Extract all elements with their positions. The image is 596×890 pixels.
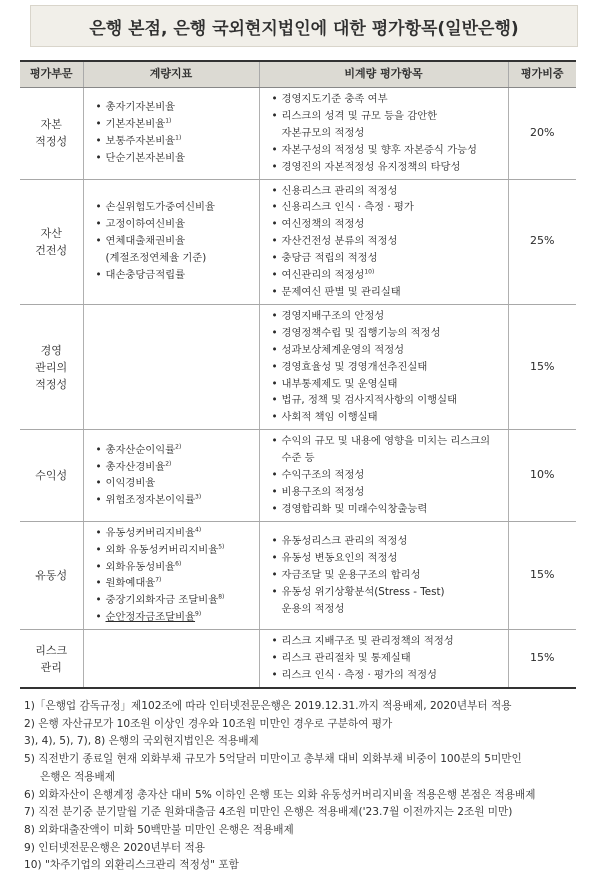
quantitative-item-text: 중장기외화자금 조달비율 <box>105 594 219 607</box>
nonquantitative-item-text: 경영지도기준 충족 여부 <box>281 93 388 105</box>
nonquantitative-item-text: 여신정책의 적정성 <box>281 218 365 231</box>
footnote-ref: 6) <box>175 560 182 568</box>
quantitative-item-text: 외화유동성비율 <box>105 560 176 573</box>
quantitative-item-text: 총자기자본비율 <box>105 101 176 114</box>
category-cell <box>20 304 83 429</box>
quantitative-cell <box>83 179 259 304</box>
nonquantitative-item <box>272 601 504 618</box>
quantitative-item-text: 위험조정자본이익률 <box>105 494 196 507</box>
footnote-ref: 8) <box>218 593 225 601</box>
nonquantitative-item-text: 신용리스크 인식 · 측정 · 평가 <box>281 201 414 214</box>
quantitative-item <box>96 492 255 509</box>
nonquantitative-item <box>272 216 504 233</box>
footnote: 8) 외화대출잔액이 미화 50백만불 미만인 은행은 적용배제 <box>24 823 294 836</box>
category-label: 수익성 <box>35 468 68 482</box>
footnote: 2) 은행 자산규모가 10조원 이상인 경우와 10조원 미만인 경우로 구분하여 평가 <box>24 717 393 730</box>
footnote: 10) "차주기업의 외환리스크관리 적정성" 포함 <box>24 859 239 872</box>
category-label: 적정성 <box>35 135 68 149</box>
footnote-ref: 10) <box>364 268 375 276</box>
quantitative-item-text: 이익경비율 <box>105 477 156 490</box>
quantitative-item-text: 유동성커버리지비율 <box>105 526 196 539</box>
nonquantitative-item <box>272 250 504 267</box>
header-weight: 평가비중 <box>508 61 576 88</box>
nonquantitative-item <box>272 199 504 216</box>
category-cell <box>20 179 83 304</box>
nonquantitative-item-text: 자산건전성 분류의 적정성 <box>281 235 398 248</box>
quantitative-cell <box>83 88 259 180</box>
category-label: 적정성 <box>35 377 68 391</box>
quantitative-item <box>96 592 255 609</box>
table-header-row <box>20 61 576 88</box>
table-row <box>20 630 576 688</box>
footnote-ref: 4) <box>195 526 202 534</box>
nonquantitative-list <box>260 308 508 426</box>
quantitative-item-text: 연체대출채권비율 <box>105 235 186 248</box>
nonquantitative-item <box>272 284 504 301</box>
footnote: 6) 외화자산이 은행계정 총자산 대비 5% 이하인 은행 또는 외화 유동성커버리지비율 적용은행 본점은 적용배제 <box>24 788 536 801</box>
header-category: 평가부문 <box>20 61 83 88</box>
nonquantitative-item <box>272 233 504 250</box>
quantitative-item <box>96 150 255 167</box>
quantitative-item <box>96 199 255 216</box>
table-row <box>20 430 576 522</box>
category-label: 리스크 <box>35 643 68 657</box>
nonquantitative-item-text: 자본구성의 적정성 및 향후 자본증식 가능성 <box>281 143 477 156</box>
nonquantitative-cell <box>259 521 508 629</box>
quantitative-item-text: 고정이하여신비율 <box>105 218 186 231</box>
quantitative-list <box>84 99 259 167</box>
quantitative-item <box>96 250 255 267</box>
nonquantitative-item-text: 신용리스크 관리의 적정성 <box>281 184 398 197</box>
quantitative-cell <box>83 304 259 429</box>
nonquantitative-list <box>260 433 508 518</box>
nonquantitative-item <box>272 484 504 501</box>
nonquantitative-item <box>272 125 504 142</box>
nonquantitative-cell <box>259 88 508 180</box>
weight-cell: 15% <box>508 521 576 629</box>
nonquantitative-item <box>272 108 504 125</box>
footnote-ref: 5) <box>218 543 225 551</box>
footnote: 1)「은행업 감독규정」제102조에 따라 인터넷전문은행은 2019.12.31.까지 적용배제, 2020년부터 적용 <box>24 700 512 712</box>
evaluation-table <box>20 60 576 689</box>
quantitative-item <box>96 459 255 476</box>
table-row <box>20 88 576 180</box>
nonquantitative-item-text: 성과보상체계운영의 적정성 <box>281 343 405 356</box>
nonquantitative-item <box>272 392 504 409</box>
table-row <box>20 179 576 304</box>
weight-cell: 10% <box>508 430 576 522</box>
nonquantitative-item-text: 경영정책수립 및 집행기능의 적정성 <box>281 326 441 339</box>
quantitative-item-text: 기본자본비율 <box>105 118 166 131</box>
nonquantitative-item-text: 사회적 책임 이행실태 <box>281 411 378 424</box>
table-row <box>20 521 576 629</box>
nonquantitative-cell <box>259 179 508 304</box>
quantitative-item <box>96 475 255 492</box>
footnote: 은행은 적용배제 <box>40 770 116 783</box>
footnote-ref: 9) <box>195 610 202 618</box>
page-title-text: 은행 본점, 은행 국외현지법인에 대한 평가항목(일반은행) <box>89 18 519 39</box>
nonquantitative-item-text: 경영진의 자본적정성 유지정책의 타당성 <box>281 160 461 173</box>
category-cell <box>20 630 83 688</box>
nonquantitative-item <box>272 450 504 467</box>
weight-cell: 15% <box>508 630 576 688</box>
quantitative-item-text: 원화예대율 <box>105 577 156 590</box>
footnote-ref: 1) <box>165 117 172 125</box>
table-body <box>20 88 576 688</box>
footnote: 5) 직전반기 종료일 현재 외화부채 규모가 5억달러 미만이고 총부채 대비 외화부채 비중이 100분의 5미만인 <box>24 753 522 766</box>
nonquantitative-item-text: 리스크 인식 · 측정 · 평가의 적정성 <box>281 669 437 681</box>
nonquantitative-item <box>272 567 504 584</box>
quantitative-list <box>84 442 259 510</box>
nonquantitative-item-text: 유동성리스크 관리의 적정성 <box>281 535 408 548</box>
header-quantitative: 계량지표 <box>83 61 259 88</box>
quantitative-item <box>96 542 255 559</box>
quantitative-item <box>96 267 255 284</box>
nonquantitative-item-text: 법규, 정책 및 검사지적사항의 이행실태 <box>281 394 458 407</box>
quantitative-item <box>96 216 255 233</box>
quantitative-item <box>96 575 255 592</box>
nonquantitative-item <box>272 633 504 650</box>
footnote-ref: 7) <box>155 577 162 585</box>
nonquantitative-item <box>272 650 504 667</box>
category-cell <box>20 88 83 180</box>
quantitative-item <box>96 99 255 116</box>
quantitative-item <box>96 442 255 459</box>
quantitative-item-text: 총자산경비율 <box>105 460 166 473</box>
quantitative-cell <box>83 630 259 688</box>
weight-cell: 25% <box>508 179 576 304</box>
nonquantitative-item <box>272 376 504 393</box>
quantitative-item <box>96 133 255 150</box>
footnotes <box>22 698 578 875</box>
nonquantitative-item <box>272 550 504 567</box>
category-cell <box>20 521 83 629</box>
weight-cell: 15% <box>508 304 576 429</box>
quantitative-cell <box>83 521 259 629</box>
nonquantitative-item <box>272 409 504 426</box>
category-label: 자산 <box>40 226 62 240</box>
footnote: 9) 인터넷전문은행은 2020년부터 적용 <box>24 841 205 854</box>
header-nonquantitative: 비계량 평가항목 <box>259 61 508 88</box>
quantitative-item-text: 총자산순이익률 <box>105 443 176 456</box>
page-title <box>30 5 578 47</box>
nonquantitative-item-text: 유동성 변동요인의 적정성 <box>281 552 398 565</box>
category-label: 자본 <box>40 118 62 132</box>
nonquantitative-cell <box>259 430 508 522</box>
nonquantitative-item-text: 리스크 지배구조 및 관리정책의 적정성 <box>281 635 454 648</box>
nonquantitative-item-text: 수준 등 <box>281 452 315 465</box>
nonquantitative-list <box>260 533 508 618</box>
nonquantitative-item-text: 리스크의 성격 및 규모 등을 감안한 <box>281 109 438 122</box>
nonquantitative-cell <box>259 630 508 688</box>
nonquantitative-item-text: 경영합리화 및 미래수익창출능력 <box>281 502 428 515</box>
quantitative-item-text: 외화 유동성커버리지비율 <box>105 543 219 556</box>
nonquantitative-item <box>272 183 504 200</box>
category-label: 경영 <box>40 343 62 357</box>
nonquantitative-item-text: 유동성 위기상황분석(Stress - Test) <box>281 585 445 598</box>
nonquantitative-list <box>260 633 508 684</box>
weight-cell: 20% <box>508 88 576 180</box>
footnote-ref: 1) <box>175 134 182 142</box>
quantitative-cell <box>83 430 259 522</box>
nonquantitative-item-text: 문제여신 판별 및 관리실태 <box>281 285 401 298</box>
nonquantitative-item-text: 충당금 적립의 적정성 <box>281 252 378 265</box>
category-label: 유동성 <box>35 568 68 582</box>
nonquantitative-item-text: 경영효율성 및 경영개선추진실태 <box>281 360 428 373</box>
footnote-ref: 2) <box>175 443 182 451</box>
nonquantitative-item <box>272 501 504 518</box>
nonquantitative-item-text: 여신관리의 적정성 <box>281 269 365 282</box>
nonquantitative-item-text: 수익의 규모 및 내용에 영향을 미치는 리스크의 <box>281 435 491 448</box>
quantitative-item-text: 대손충당금적립률 <box>105 269 186 282</box>
nonquantitative-cell <box>259 304 508 429</box>
quantitative-list <box>84 199 259 284</box>
nonquantitative-list <box>260 91 508 176</box>
quantitative-item <box>96 525 255 542</box>
nonquantitative-item <box>272 342 504 359</box>
nonquantitative-item-text: 리스크 관리절차 및 통제실태 <box>281 652 411 665</box>
quantitative-item-text: 순안정자금조달비율 <box>105 611 196 624</box>
category-label: 관리의 <box>35 360 68 374</box>
nonquantitative-item <box>272 667 504 684</box>
quantitative-item <box>96 559 255 576</box>
nonquantitative-item <box>272 159 504 176</box>
category-label: 건전성 <box>35 243 68 257</box>
nonquantitative-item <box>272 467 504 484</box>
quantitative-item <box>96 233 255 250</box>
quantitative-list <box>84 525 259 626</box>
quantitative-item-text: 손실위험도가중여신비율 <box>105 201 215 214</box>
nonquantitative-item <box>272 308 504 325</box>
table-row <box>20 304 576 429</box>
nonquantitative-item-text: 자금조달 및 운용구조의 합리성 <box>281 569 421 582</box>
nonquantitative-item-text: 경영지배구조의 안정성 <box>281 309 385 322</box>
category-cell <box>20 430 83 522</box>
quantitative-item-text: (계절조정연체율 기준) <box>105 252 207 265</box>
nonquantitative-item <box>272 433 504 450</box>
footnote-ref: 2) <box>165 460 172 468</box>
nonquantitative-item <box>272 267 504 284</box>
footnote: 7) 직전 분기중 분기말월 기준 원화대출금 4조원 미만인 은행은 적용배제('23.7월 이전까지는 2조원 미만) <box>24 806 513 819</box>
nonquantitative-item <box>272 533 504 550</box>
nonquantitative-item <box>272 142 504 159</box>
nonquantitative-item-text: 비용구조의 적정성 <box>281 485 365 498</box>
footnote: 3), 4), 5), 7), 8) 은행의 국외현지법인은 적용배제 <box>24 735 259 748</box>
nonquantitative-item-text: 자본규모의 적정성 <box>281 126 365 139</box>
quantitative-item-text: 보통주자본비율 <box>105 135 176 148</box>
quantitative-item-text: 단순기본자본비율 <box>105 152 186 165</box>
nonquantitative-item <box>272 325 504 342</box>
nonquantitative-item <box>272 584 504 601</box>
footnote-ref: 3) <box>195 493 202 501</box>
quantitative-item <box>96 609 255 626</box>
nonquantitative-list <box>260 183 508 301</box>
nonquantitative-item-text: 내부통제제도 및 운영실태 <box>281 377 398 390</box>
nonquantitative-item-text: 수익구조의 적정성 <box>281 469 365 482</box>
nonquantitative-item <box>272 359 504 376</box>
category-label: 관리 <box>40 660 62 674</box>
nonquantitative-item-text: 운용의 적정성 <box>281 602 345 615</box>
nonquantitative-item <box>272 91 504 108</box>
quantitative-item <box>96 116 255 133</box>
